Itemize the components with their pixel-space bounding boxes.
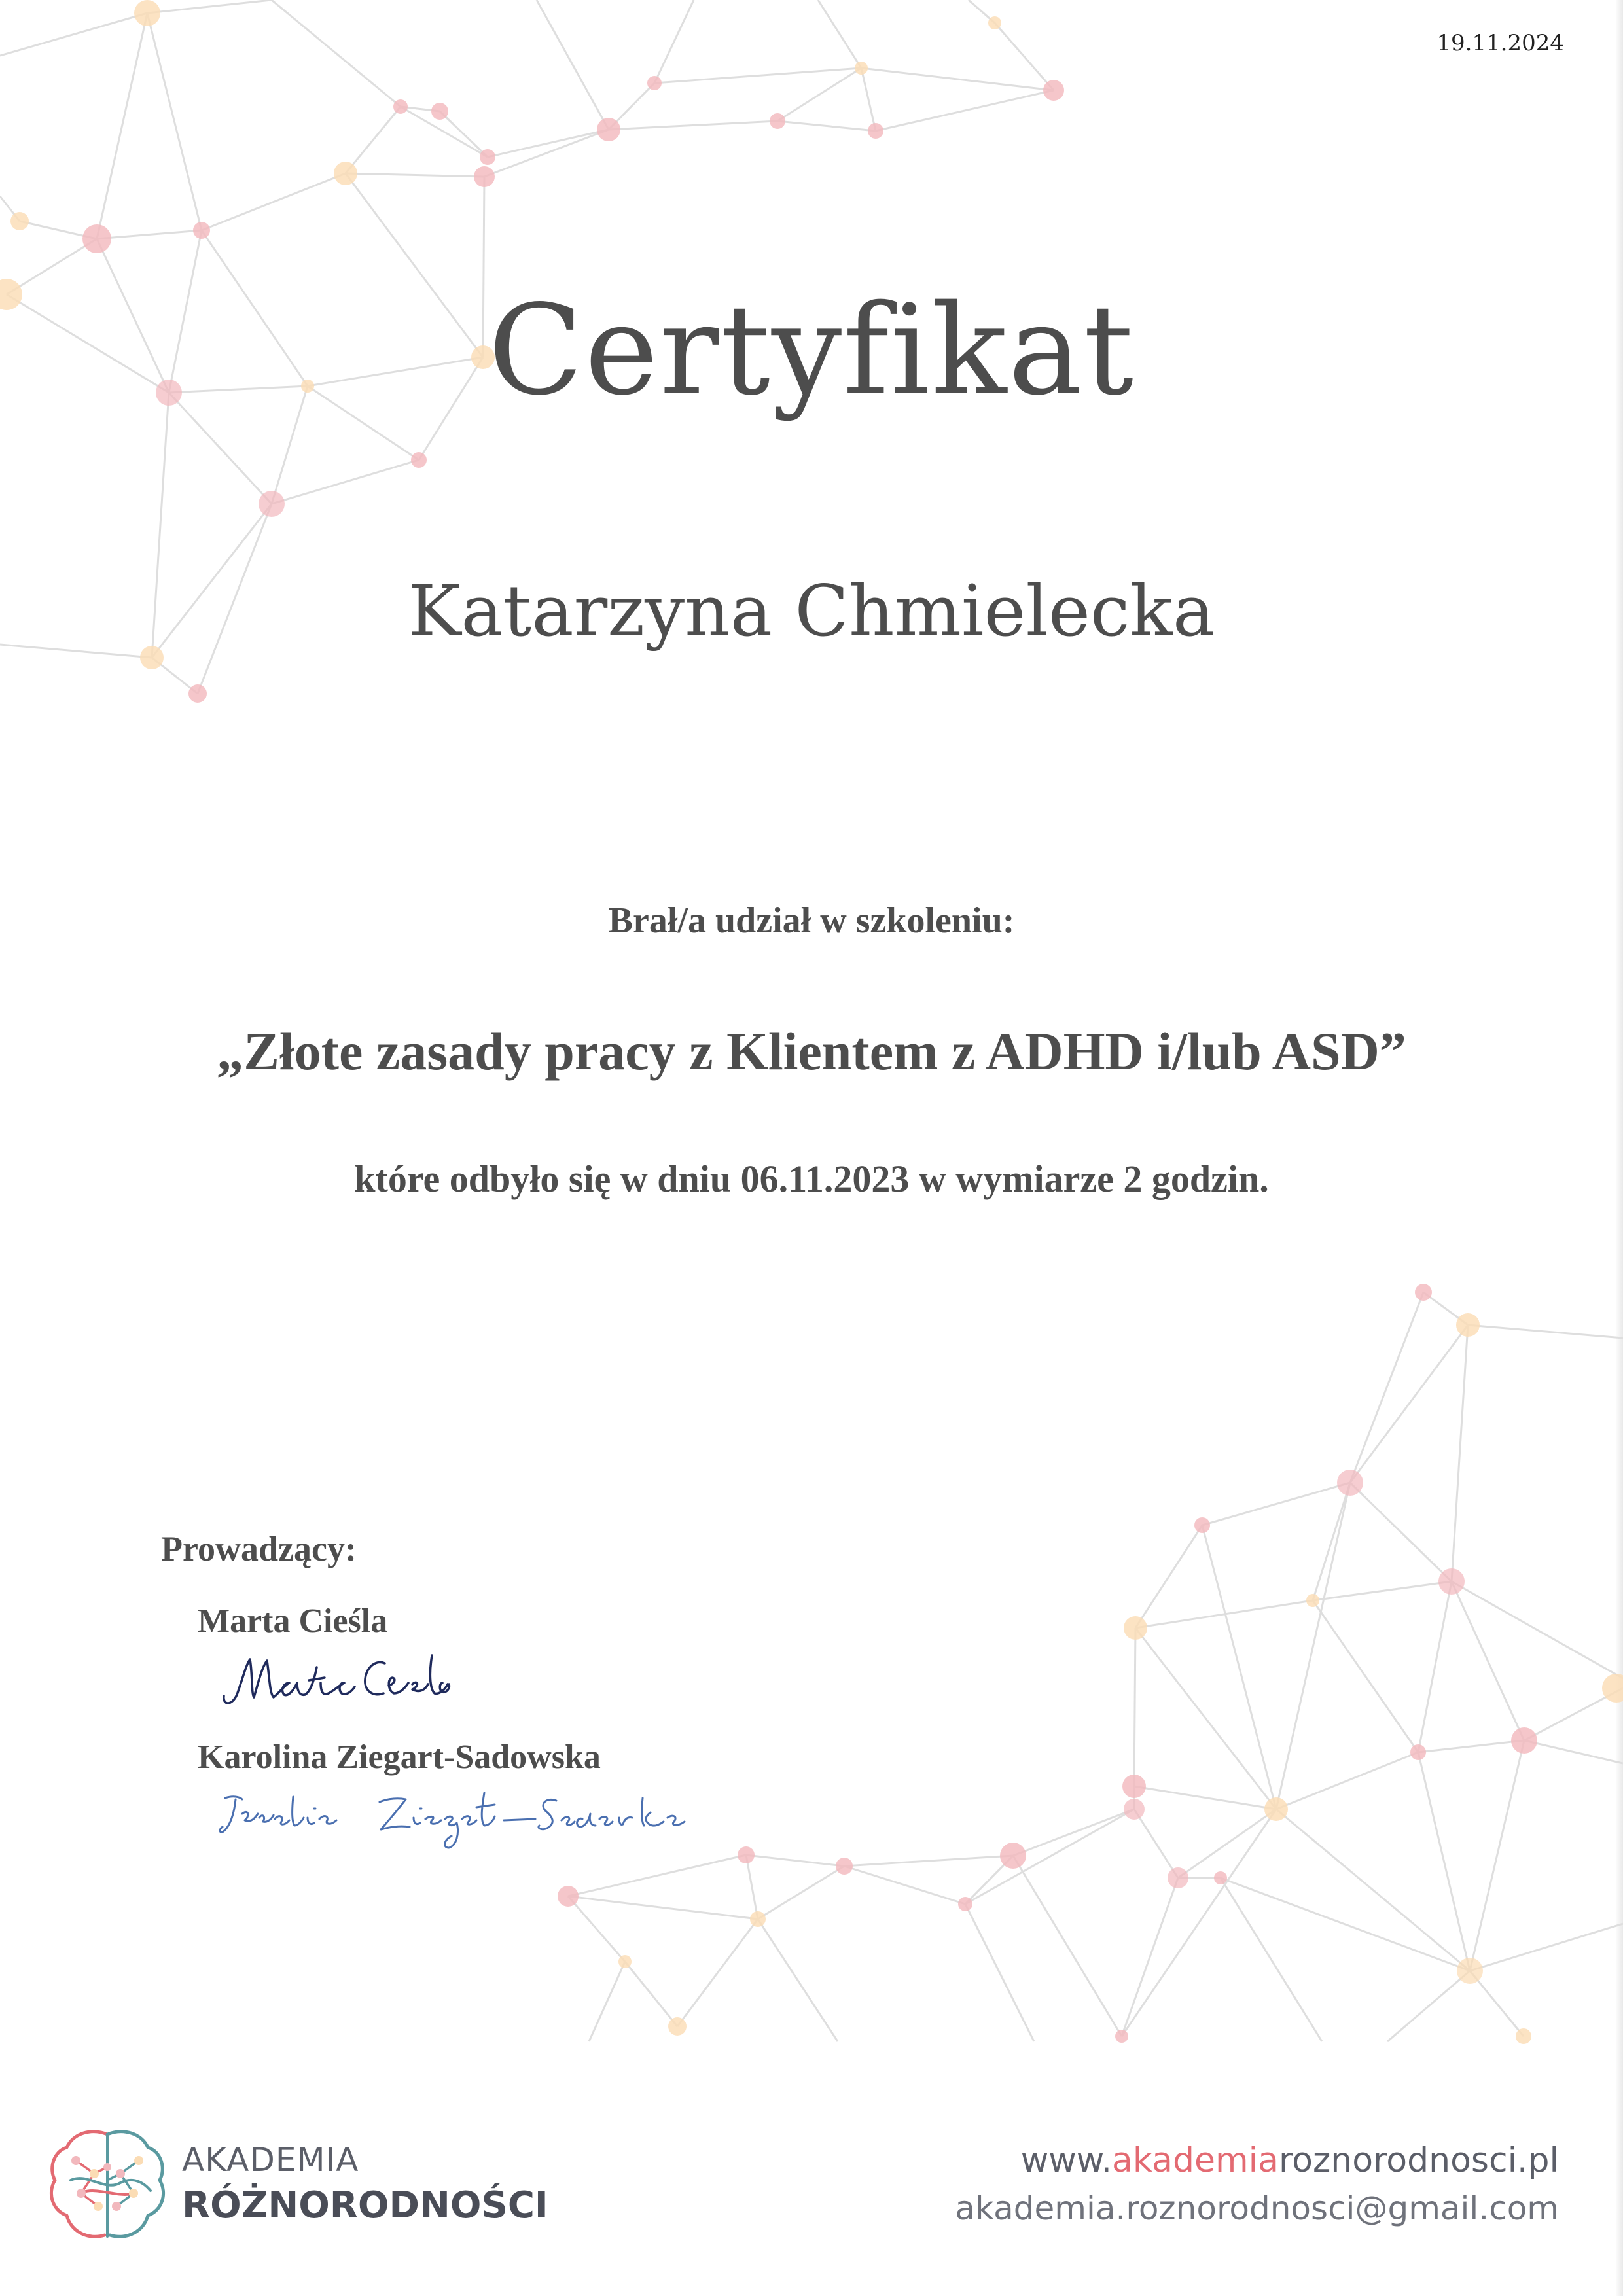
instructor-name-2: Karolina Ziegart-Sadowska: [198, 1739, 601, 1776]
course-title: „Złote zasady pracy z Klientem z ADHD i/lub ASD”: [217, 1021, 1406, 1081]
brand-name-line-2: RÓŻNORODNOŚCI: [182, 2184, 548, 2227]
website-prefix: www.: [1020, 2141, 1113, 2180]
brain-network-icon: [42, 2120, 173, 2251]
recipient-name: Katarzyna Chmielecka: [408, 571, 1215, 652]
website-accent: akademia: [1112, 2141, 1279, 2180]
signature-karolina-ziegart-sadowska: [216, 1780, 740, 1858]
brand-name-line-1: AKADEMIA: [182, 2141, 359, 2179]
website-link[interactable]: [1021, 2141, 1559, 2180]
certificate-title: Certyfikat: [488, 278, 1135, 423]
website-suffix: .pl: [1517, 2141, 1559, 2180]
instructor-name-1: Marta Cieśla: [198, 1602, 388, 1640]
session-info: które odbyło się w dniu 06.11.2023 w wymiarze 2 godzin.: [354, 1157, 1269, 1200]
email-link[interactable]: akademia.roznorodnosci@gmail.com: [955, 2189, 1559, 2227]
issue-date: 19.11.2024: [1436, 30, 1564, 56]
signature-marta-ciesla: [216, 1641, 452, 1713]
website-main: roznorodnosci: [1278, 2141, 1518, 2180]
instructors-label: Prowadzący:: [161, 1529, 357, 1568]
participation-label: Brał/a udział w szkoleniu:: [608, 900, 1015, 941]
